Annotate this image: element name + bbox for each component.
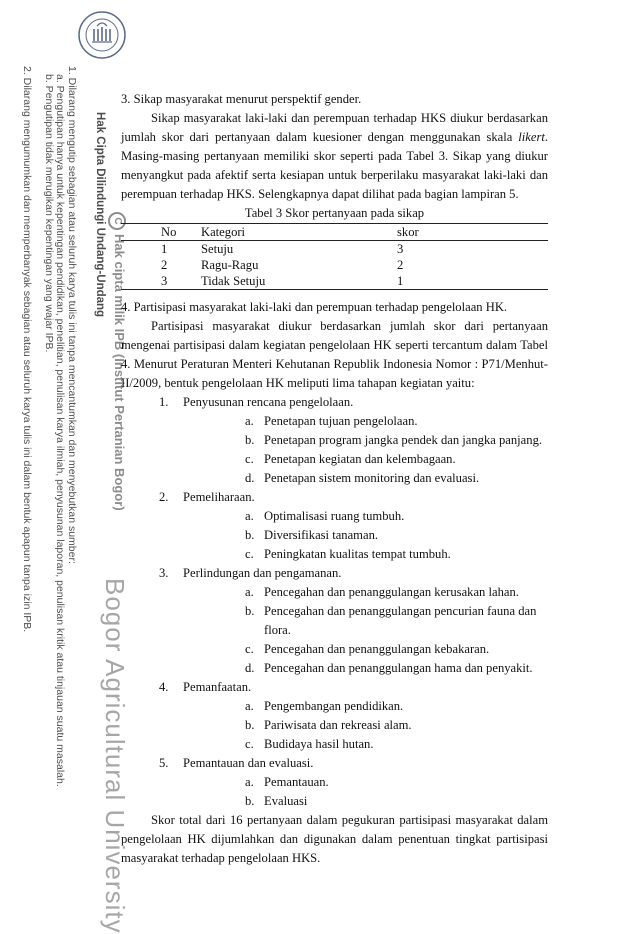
section-4-heading: 4. Partisipasi masyarakat laki-laki dan perempuan terhadap pengelolaan HK.: [121, 300, 508, 314]
sub-item: a. Pengembangan pendidikan.: [245, 699, 404, 713]
university-watermark: Bogor Agricultural University: [100, 578, 130, 934]
sub-item: b. Diversifikasi tanaman.: [245, 528, 379, 542]
header-kategori: Kategori: [201, 225, 246, 239]
likert-term: likert: [518, 130, 545, 144]
copyright-text: Hak cipta milik IPB (Institut Pertanian Bogor): [112, 234, 127, 511]
watermark-item-1: 1. Dilarang mengutip sebagian atau seluruh karya tulis ini tanpa mencantumkan dan menyebutkan sumber:: [66, 66, 78, 564]
header-no: No: [161, 225, 177, 239]
step-item: 1. Penyusunan rencana pengelolaan. a. Penetapan tujuan pengelolaan. b. Penetapan program jangka pendek dan jangka panjang. c. Penetapan kegiatan dan kelembagaan. d. Penetapan sistem monitoring dan evaluasi.: [121, 393, 548, 488]
watermark-item-1a: a. Pengutipan hanya untuk kepentingan pendidikan, penelitian, penulisan karya ilmiah, penyusunan laporan, penulisan kritik atau tinjauan suatu masalah.: [54, 74, 66, 787]
sub-item: d. Penetapan sistem monitoring dan evaluasi.: [245, 471, 480, 485]
step-item: 4. Pemanfaatan. a. Pengembangan pendidikan. b. Pariwisata dan rekreasi alam. c. Budidaya hasil hutan.: [121, 678, 548, 754]
ipb-seal-logo: [77, 8, 127, 62]
section-4-paragraph: Partisipasi masyarakat diukur berdasarkan jumlah skor dari pertanyaan mengenai partisipasi dalam kegiatan pengelolaan HK seperti tercantum dalam Tabel 4. Menurut Peraturan Menteri Kehutanan Republik Indonesia Nomor : P71/Menhut-II/2009, bentuk pengelolaan HK meliputi lima tahapan kegiatan yaitu:: [121, 319, 548, 390]
section-3-paragraph: Sikap masyarakat laki-laki dan perempuan terhadap HKS diukur berdasarkan jumlah skor dari pertanyaan dalam kuesioner dengan menggunakan skala likert. Masing-masing pertanyaan memiliki skor seperti pada Tabel 3. Sikap yang diukur menyangkut pada afektif serta kesiapan untuk berperilaku masyarakat laki-laki dan perempuan terhadap HKS. Selengkapnya dapat dilihat pada bagian lampiran 5.: [121, 111, 548, 201]
step-item: 5. Pemantauan dan evaluasi. a. Pemantauan. b. Evaluasi: [121, 754, 548, 811]
sub-item: a. Pencegahan dan penanggulangan kerusakan lahan.: [245, 585, 519, 599]
management-steps-list: [121, 393, 548, 811]
copyright-icon: C: [108, 212, 126, 230]
step-item: 2. Pemeliharaan. a. Optimalisasi ruang tumbuh. b. Diversifikasi tanaman. c. Peningkatan kualitas tempat tumbuh.: [121, 488, 548, 564]
sub-item: b. Penetapan program jangka pendek dan jangka panjang.: [245, 433, 543, 447]
watermark-item-1b: b. Pengutipan tidak merugikan kepentingan yang wajar IPB.: [43, 74, 55, 353]
table-row: 3 Tidak Setuju 1: [121, 273, 548, 290]
table-3-caption: Tabel 3 Skor pertanyaan pada sikap: [244, 206, 425, 220]
sub-item: a. Pemantauan.: [245, 775, 329, 789]
closing-paragraph: Skor total dari 16 pertanyaan dalam pegukuran partisipasi masyarakat dalam pengelolaan HK dijumlahkan dan digunakan dalam penentuan tingkat partisipasi masyarakat terhadap pengelolaan HKS.: [121, 813, 548, 865]
watermark-title: Hak Cipta Dilindungi Undang-Undang: [94, 112, 106, 318]
sub-item: b. Pencegahan dan penanggulangan pencurian fauna dan flora.: [245, 604, 537, 637]
sub-item: c. Penetapan kegiatan dan kelembagaan.: [245, 452, 456, 466]
sub-item: a. Optimalisasi ruang tumbuh.: [245, 509, 405, 523]
sub-item: c. Pencegahan dan penanggulangan kebakaran.: [245, 642, 490, 656]
sub-item: b. Pariwisata dan rekreasi alam.: [245, 718, 412, 732]
table-header-row: [121, 224, 548, 241]
document-body: [121, 90, 548, 868]
sub-item: d. Pencegahan dan penanggulangan hama dan penyakit.: [245, 661, 533, 675]
step-item: 3. Perlindungan dan pengamanan. a. Pencegahan dan penanggulangan kerusakan lahan. b. Pencegahan dan penanggulangan pencurian fauna dan flora. c. Pencegahan dan penanggulangan kebakaran. d. Pencegahan dan penanggulangan hama dan penyakit.: [121, 564, 548, 678]
section-3-heading: 3. Sikap masyarakat menurut perspektif gender.: [121, 92, 362, 106]
sub-item: b. Evaluasi: [245, 794, 308, 808]
watermark-item-2: 2. Dilarang mengumumkan dan memperbanyak sebagian atau seluruh karya tulis ini dalam bentuk apapun tanpa izin IPB.: [21, 66, 33, 633]
sub-item: c. Peningkatan kualitas tempat tumbuh.: [245, 547, 451, 561]
table-row: 2 Ragu-Ragu 2: [161, 258, 404, 272]
sub-item: a. Penetapan tujuan pengelolaan.: [245, 414, 418, 428]
table-3: [121, 223, 548, 290]
table-row: 1 Setuju 3: [161, 242, 404, 256]
sub-item: c. Budidaya hasil hutan.: [245, 737, 374, 751]
header-skor: skor: [397, 225, 419, 239]
